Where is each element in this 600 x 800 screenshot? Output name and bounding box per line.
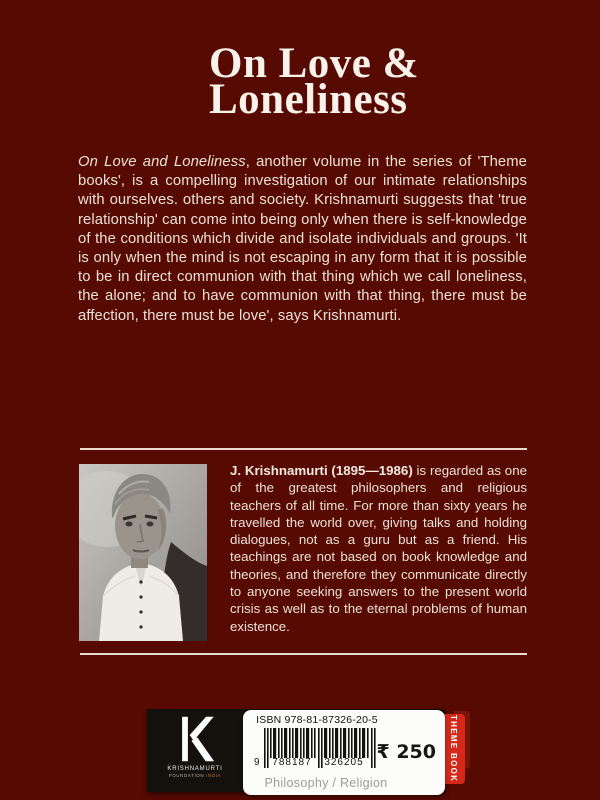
barcode-digits — [254, 757, 380, 769]
publisher-name: KRISHNAMURTI — [167, 766, 223, 772]
publisher-subtitle — [169, 773, 221, 778]
barcode-digits-left: 788187 — [272, 757, 312, 768]
book-title — [209, 40, 419, 123]
publisher-foundation-word: FOUNDATION — [168, 773, 205, 778]
author-bio-body: is regarded as one of the greatest philosophers and religious teachers of all time. For more than sixty years he travelled the world over, giving talks and holding dialogues, not as a guru but as a friend. His teachings are not based on book knowledge and theories, and therefore they communicate directly to anyone seeking answers to the present world crisis as well as to the eternal problems of human existence. — [230, 463, 527, 634]
author-photo — [79, 464, 207, 641]
theme-book-tab — [442, 714, 465, 784]
publisher-country-word: INDIA — [206, 773, 222, 778]
isbn-label: ISBN 978-81-87326-20-5 — [256, 714, 378, 726]
isbn-barcode — [254, 728, 380, 774]
synopsis-italic-lead: On Love and Loneliness — [78, 154, 246, 170]
barcode-digits-right: 326205 — [324, 757, 364, 768]
author-bio — [230, 462, 527, 635]
barcode-column — [254, 714, 380, 774]
isbn-sticker — [243, 710, 445, 795]
synopsis-paragraph — [78, 153, 527, 326]
publisher-logo-block — [147, 709, 243, 792]
author-portrait-graphic — [79, 464, 207, 641]
price-label: ₹ 250 — [376, 741, 436, 763]
barcode-digit-lead: 9 — [254, 757, 260, 768]
theme-book-tab-label: THEME BOOK — [449, 715, 458, 783]
book-title-line1: On Love & — [209, 40, 419, 87]
synopsis-body: , another volume in the series of 'Theme books', is a compelling investigation of our intimate relationships with ourselves. others and society. Krishnamurti suggests that 'true relationship' can come into being only when there is self-knowledge of the conditions which divide and isolate individuals and groups. 'It is only when the mind is not escaping in any form that it is possible to be in direct communion with that thing which we call loneliness, the alone; and to have communion with that thing, there must be affection, there must be love', says Krishnamurti. — [78, 154, 527, 324]
divider-bottom — [80, 653, 527, 655]
krishnamurti-foundation-k-logo-icon — [175, 715, 215, 763]
category-label: Philosophy / Religion — [264, 776, 388, 790]
divider-top — [80, 448, 527, 450]
author-bio-name: J. Krishnamurti (1895—1986) — [230, 463, 413, 478]
book-title-line2: Loneliness — [209, 76, 408, 123]
